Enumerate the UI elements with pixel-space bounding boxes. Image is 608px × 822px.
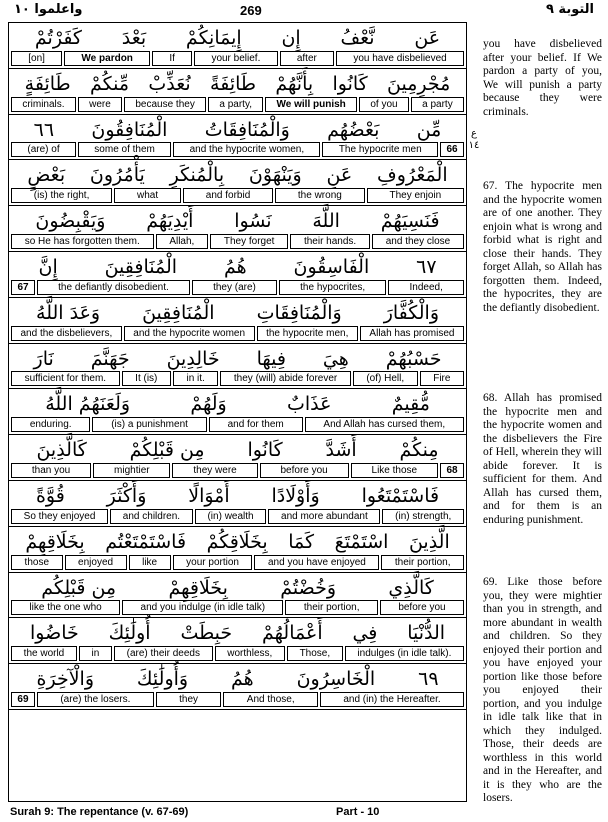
verse-row	[9, 618, 466, 664]
verse-row	[9, 69, 466, 115]
gloss-box: the hypocrites,	[279, 280, 386, 295]
gloss-box: those	[11, 555, 63, 570]
page-footer	[8, 802, 467, 822]
gloss-box: (of) Hell,	[353, 371, 418, 386]
arabic-line	[9, 665, 466, 693]
gloss-box: (are) the losers.	[37, 692, 154, 707]
gloss-box: (are) of	[11, 142, 76, 157]
arabic-word: أَشَدَّ	[325, 439, 357, 462]
gloss-box: Allah has promised	[360, 326, 464, 341]
gloss-box: indulges (in idle talk).	[345, 646, 464, 661]
gloss-box: (in) strength,	[382, 509, 464, 524]
gloss-box: their portion,	[285, 600, 377, 615]
gloss-line	[11, 417, 464, 432]
gloss-box: Indeed,	[388, 280, 464, 295]
gloss-line	[11, 234, 464, 249]
arabic-word: نُعَذِّبْ	[148, 72, 191, 95]
arabic-word: حَسْبُهُمْ	[385, 347, 442, 370]
arabic-line	[9, 619, 466, 647]
gloss-box: We pardon	[64, 51, 150, 66]
gloss-box: like the one who	[11, 600, 120, 615]
gloss-box: [on]	[11, 51, 62, 66]
arabic-word: عَنِ	[326, 164, 353, 187]
gloss-box: the wrong	[275, 188, 365, 203]
arabic-word: هُمُ	[223, 255, 247, 278]
translation-verse-69: 69. Like those before you, they were mightier than you in strength, and more abundant in wealth and children. So they enjoyed their portion and you have enjoyed your portion like those before you enjoyed their portion, and you indulge in idle talk like that in which they indulged. Those, their deeds are worthless in this world and in the Hereafter, and it is they who are the losers.	[483, 576, 602, 804]
arabic-word: عَن	[414, 27, 441, 49]
gloss-box: and you have enjoyed	[254, 555, 379, 570]
gloss-box: of you	[359, 97, 409, 112]
translation-block-cont: you have disbelieved after your belief. If We pardon a party of you, We will punish a party because they were criminals.	[483, 38, 602, 118]
gloss-line	[11, 555, 464, 570]
part-label: Part - 10	[336, 806, 380, 818]
arabic-line	[9, 116, 466, 144]
arabic-word: وَالْمُنَافِقَاتُ	[204, 118, 290, 141]
gloss-box: and the hypocrite women	[124, 326, 255, 341]
verse-row	[9, 252, 466, 298]
gloss-box: Allah,	[156, 234, 209, 249]
arabic-word: طَائِفَةٍ	[24, 72, 71, 95]
arabic-word: اللَّهَ	[312, 210, 340, 233]
verse-row	[9, 435, 466, 481]
arabic-word: نَارَ	[33, 347, 54, 370]
arabic-word: كَالَّذِينَ	[36, 439, 87, 462]
gloss-box: in	[79, 646, 112, 661]
verse-row	[9, 344, 466, 390]
arabic-word: الْمُنَافِقِينَ	[142, 301, 215, 324]
ruku-mark: ع ١٤	[468, 128, 480, 151]
gloss-box: the defiantly disobedient.	[37, 280, 190, 295]
gloss-box: the hypocrite men,	[257, 326, 358, 341]
verse-number-box: 69	[11, 692, 35, 707]
gloss-box: We will punish	[265, 97, 357, 112]
arabic-word: يَأْمُرُونَ	[89, 164, 145, 187]
gloss-line	[11, 142, 464, 157]
arabic-word: هُمُ	[230, 668, 254, 691]
arabic-word: الْخَاسِرُونَ	[296, 668, 376, 691]
arabic-word: كَفَرْتُمْ	[34, 27, 82, 49]
arabic-word: وَلَعَنَهُمُ اللَّهُ	[45, 393, 131, 416]
arabic-line	[9, 482, 466, 510]
gloss-line	[11, 463, 464, 478]
verse-rows	[9, 23, 466, 710]
verse-row	[9, 206, 466, 252]
verse-row	[9, 298, 466, 344]
arabic-word: وَخُضْتُمْ	[280, 576, 336, 599]
gloss-box: It (is)	[122, 371, 171, 386]
gloss-box: were	[78, 97, 122, 112]
gloss-box: (are) their deeds	[114, 646, 213, 661]
arabic-word: وَالْكُفَّارَ	[383, 301, 439, 324]
gloss-box: (in) wealth	[195, 509, 267, 524]
gloss-box: and more abundant	[268, 509, 380, 524]
gloss-box: their portion,	[381, 555, 464, 570]
arabic-word: الْفَاسِقُونَ	[293, 255, 370, 278]
gloss-box: your portion	[173, 555, 253, 570]
arabic-word: طَائِفَةً	[210, 72, 257, 95]
gloss-box: and they close	[372, 234, 464, 249]
arabic-word: جَهَنَّمَ	[90, 347, 130, 370]
gloss-box: worthless,	[215, 646, 285, 661]
gloss-line	[11, 646, 464, 661]
verse-row	[9, 23, 466, 69]
arabic-line	[9, 207, 466, 235]
arabic-word: مِّنكُمْ	[90, 72, 130, 95]
arabic-word: وَالْآخِرَةِ	[36, 668, 94, 691]
arabic-word: مِنكُمْ	[399, 439, 439, 462]
arabic-word: كَالَّذِي	[388, 576, 434, 599]
arabic-word: أَعْمَالُهُمْ	[262, 622, 323, 645]
gloss-box: than you	[11, 463, 91, 478]
gloss-box: you have disbelieved	[336, 51, 464, 66]
gloss-box: enduring.	[11, 417, 90, 432]
arabic-word: اسْتَمْتَعَ	[334, 530, 389, 553]
arabic-word: فَنَسِيَهُمْ	[380, 210, 440, 233]
arabic-line	[9, 299, 466, 327]
gloss-box: the world	[11, 646, 77, 661]
gloss-box: your belief.	[194, 51, 277, 66]
arabic-word: قُوَّةً	[35, 484, 65, 507]
gloss-box: They forget	[210, 234, 288, 249]
arabic-word: ٦٩	[418, 668, 439, 691]
arabic-word: حَبِطَتْ	[180, 622, 233, 645]
arabic-word: أُولَٰئِكَ	[108, 622, 151, 645]
arabic-word: إِيمَانِكُمْ	[185, 27, 242, 49]
gloss-line	[11, 371, 464, 386]
arabic-word: بِخَلَاقِهِمْ	[168, 576, 228, 599]
arabic-word: بِخَلَاقِهِمْ	[25, 530, 85, 553]
gloss-box: Fire	[420, 371, 464, 386]
gloss-box: and forbid	[183, 188, 273, 203]
gloss-line	[11, 280, 464, 295]
juz-title: واعلموا ١٠	[14, 2, 83, 17]
verse-number-box: 67	[11, 280, 35, 295]
page-header	[0, 0, 608, 22]
gloss-box: in it.	[173, 371, 218, 386]
arabic-word: ٦٧	[416, 255, 437, 278]
arabic-word: مِّن	[416, 118, 442, 141]
arabic-word: الْمَعْرُوفِ	[377, 164, 448, 187]
gloss-box: so He has forgotten them.	[11, 234, 154, 249]
gloss-box: and you indulge (in idle talk)	[122, 600, 283, 615]
arabic-word: هِيَ	[322, 347, 349, 370]
gloss-box: and the hypocrite women,	[173, 142, 320, 157]
arabic-word: فَاسْتَمْتَعْتُم	[105, 530, 187, 553]
arabic-word: وَأَكْثَرَ	[106, 484, 147, 507]
arabic-word: نَسُوا	[234, 210, 272, 233]
verse-row	[9, 664, 466, 710]
gloss-box: they	[156, 692, 222, 707]
gloss-box: and (in) the Hereafter.	[320, 692, 464, 707]
arabic-word: الْمُنَافِقِينَ	[104, 255, 178, 278]
gloss-line	[11, 188, 464, 203]
gloss-box: Like those	[351, 463, 438, 478]
surah-label: Surah 9: The repentance (v. 67-69)	[10, 806, 189, 818]
verse-number-box: 68	[440, 463, 464, 478]
verse-row	[9, 481, 466, 527]
gloss-line	[11, 97, 464, 112]
gloss-box: They enjoin	[367, 188, 464, 203]
arabic-word: مِن قَبْلِكُم	[41, 576, 117, 599]
gloss-box: The hypocrite men	[322, 142, 438, 157]
arabic-word: أَمْوَالًا	[188, 484, 230, 507]
word-by-word-panel	[8, 22, 467, 802]
verse-row	[9, 527, 466, 573]
gloss-box: they were	[172, 463, 257, 478]
gloss-box: And Allah has cursed them,	[305, 417, 464, 432]
arabic-word: بَعْضٍ	[27, 164, 66, 187]
arabic-line	[9, 161, 466, 189]
arabic-word: الْمُنَافِقُونَ	[91, 118, 168, 141]
arabic-word: عَذَابٌ	[286, 393, 332, 416]
gloss-box: and for them	[209, 417, 303, 432]
gloss-box: like	[129, 555, 171, 570]
gloss-box: their hands.	[290, 234, 370, 249]
gloss-line	[11, 51, 464, 66]
arabic-word: أَيْدِيَهُمْ	[146, 210, 194, 233]
gloss-line	[11, 509, 464, 524]
gloss-box: (is) a punishment	[92, 417, 206, 432]
gloss-box: So they enjoyed	[11, 509, 108, 524]
arabic-word: ٦٦	[33, 118, 55, 141]
arabic-word: مُجْرِمِينَ	[387, 72, 451, 95]
arabic-word: إِن	[281, 27, 301, 49]
gloss-box: mightier	[93, 463, 170, 478]
gloss-box: criminals.	[11, 97, 76, 112]
arabic-line	[9, 345, 466, 373]
arabic-word: مِن قَبْلِكُمْ	[129, 439, 205, 462]
arabic-word: فِي	[352, 622, 378, 645]
gloss-box: and the disbelievers,	[11, 326, 122, 341]
arabic-word: كَمَا	[288, 530, 315, 553]
arabic-line	[9, 70, 466, 98]
arabic-word: كَانُوا	[247, 439, 283, 462]
arabic-word: إِنَّ	[38, 255, 58, 278]
gloss-box: a party	[411, 97, 464, 112]
gloss-box: before you	[260, 463, 349, 478]
gloss-box: because they	[124, 97, 206, 112]
verse-row	[9, 160, 466, 206]
gloss-box: they (will) abide forever	[220, 371, 350, 386]
arabic-word: وَأُولَٰئِكَ	[136, 668, 189, 691]
arabic-word: وَيَنْهَوْنَ	[248, 164, 302, 187]
gloss-box: sufficient for them.	[11, 371, 120, 386]
arabic-word: وَعَدَ اللَّهُ	[36, 301, 101, 324]
verse-row	[9, 573, 466, 619]
gloss-line	[11, 600, 464, 615]
arabic-word: فَاسْتَمْتَعُوا	[361, 484, 440, 507]
arabic-word: كَانُوا	[332, 72, 368, 95]
verse-row	[9, 115, 466, 161]
arabic-word: خَاضُوا	[29, 622, 79, 645]
gloss-box: If	[152, 51, 192, 66]
verse-row	[9, 389, 466, 435]
arabic-word: وَلَهُمْ	[190, 393, 227, 416]
gloss-box: before you	[380, 600, 464, 615]
arabic-line	[9, 24, 466, 52]
translation-verse-68: 68. Allah has promised the hypocrite men and the hypocrite women and the disbelievers the Fire of Hell, wherein they will abide forever. It is sufficient for them. And Allah has cursed them, and for them is an enduring punishment.	[483, 392, 602, 526]
gloss-box: And those,	[223, 692, 318, 707]
arabic-line	[9, 253, 466, 281]
gloss-box: what	[114, 188, 181, 203]
arabic-word: وَيَقْبِضُونَ	[35, 210, 106, 233]
gloss-box: and children.	[110, 509, 193, 524]
arabic-word: نَّعْفُ	[340, 27, 375, 49]
arabic-word: بِالْمُنكَرِ	[169, 164, 225, 187]
arabic-word: الَّذِينَ	[408, 530, 450, 553]
arabic-word: الدُّنْيَا	[407, 622, 446, 645]
gloss-line	[11, 692, 464, 707]
arabic-word: فِيهَا	[256, 347, 286, 370]
page-number: 269	[240, 3, 262, 18]
gloss-box: some of them	[78, 142, 171, 157]
arabic-word: وَأَوْلَادًا	[271, 484, 320, 507]
arabic-line	[9, 390, 466, 418]
surah-title: التوبة ٩	[545, 2, 594, 17]
arabic-word: وَالْمُنَافِقَاتِ	[256, 301, 342, 324]
arabic-word: بَعْضُهُم	[327, 118, 380, 141]
arabic-word: بِخَلَاقِكُمْ	[206, 530, 268, 553]
gloss-box: enjoyed	[65, 555, 127, 570]
translation-verse-67: 67. The hypocrite men and the hypocrite women are of one another. They enjoin what is wrong and forbid what is right and close their hands. They forget Allah, so Allah has forgotten them. Indeed, the hypocrites, they are the defiantly disobedient.	[483, 180, 602, 314]
arabic-word: خَالِدِينَ	[166, 347, 220, 370]
arabic-word: بِأَنَّهُمْ	[275, 72, 314, 95]
gloss-box: a party,	[208, 97, 263, 112]
gloss-box: they (are)	[192, 280, 277, 295]
gloss-box: after	[280, 51, 335, 66]
arabic-line	[9, 574, 466, 602]
gloss-box: (is) the right,	[11, 188, 112, 203]
arabic-line	[9, 436, 466, 464]
verse-number-box: 66	[440, 142, 464, 157]
gloss-box: Those,	[287, 646, 343, 661]
arabic-line	[9, 528, 466, 556]
arabic-word: مُّقِيمٌ	[391, 393, 430, 416]
gloss-line	[11, 326, 464, 341]
arabic-word: بَعْدَ	[121, 27, 147, 49]
